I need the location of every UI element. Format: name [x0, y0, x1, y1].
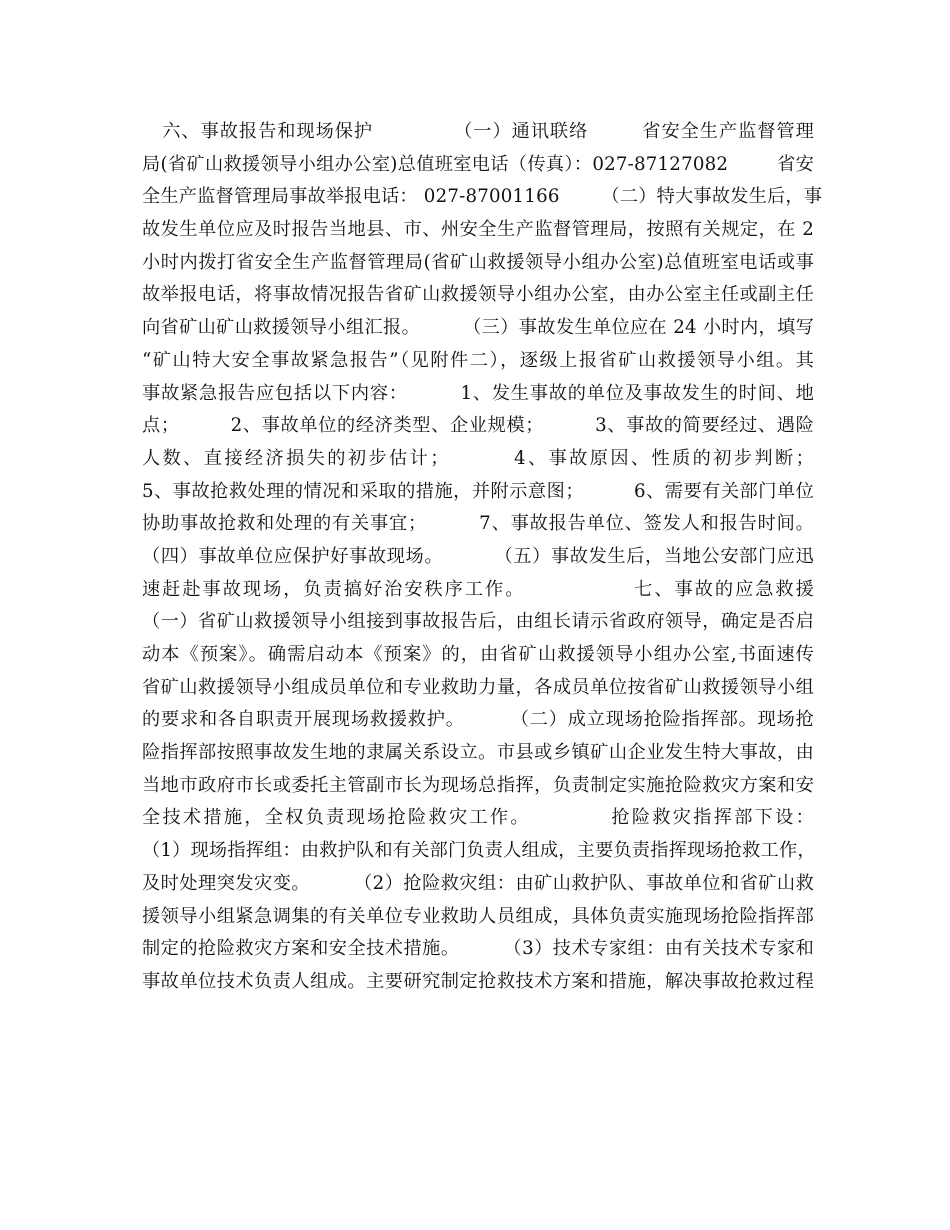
text-line: 当地市政府市长或委托主管副市长为现场总指挥，负责制定实施抢险救灾方案和安: [142, 774, 814, 796]
text-line: （一）省矿山救援领导小组接到事故报告后，由组长请示省政府领导，确定是否启: [142, 611, 814, 633]
text-line: 速赶赴事故现场，负责搞好治安秩序工作。 七、事故的应急救援: [142, 578, 814, 600]
text-line: 局(省矿山救援领导小组办公室)总值班室电话（传真）：027-87127082 省安: [142, 153, 814, 175]
text-line: 全技术措施，全权负责现场抢险救灾工作。 抢险救灾指挥部下设：: [142, 807, 814, 829]
text-line: 点； 2、事故单位的经济类型、企业规模； 3、事故的简要经过、遇险: [142, 415, 814, 437]
text-line: 5、事故抢救处理的情况和采取的措施，并附示意图； 6、需要有关部门单位: [142, 480, 814, 502]
text-line: 小时内拨打省安全生产监督管理局(省矿山救援领导小组办公室)总值班室电话或事: [142, 251, 814, 273]
text-line: 六、事故报告和现场保护 （一）通讯联络 省安全生产监督管理: [142, 121, 814, 142]
text-line: 故举报电话，将事故情况报告省矿山救援领导小组办公室，由办公室主任或副主任: [142, 284, 814, 306]
text-line: 及时处理突发灾变。 （2）抢险救灾组：由矿山救护队、事故单位和省矿山救: [142, 872, 814, 894]
text-line: 事故紧急报告应包括以下内容： 1、发生事故的单位及事故发生的时间、地: [142, 382, 814, 404]
text-line: 向省矿山矿山救援领导小组汇报。 （三）事故发生单位应在 24 小时内，填写: [142, 317, 814, 339]
text-line: 动本《预案》。确需启动本《预案》的，由省矿山救援领导小组办公室,书面速传: [142, 644, 814, 665]
text-line: （四）事故单位应保护好事故现场。 （五）事故发生后，当地公安部门应迅: [142, 545, 814, 567]
text-line: （1）现场指挥组：由救护队和有关部门负责人组成，主要负责指挥现场抢救工作，: [142, 840, 816, 862]
text-line: 人数、直接经济损失的初步估计； 4、事故原因、性质的初步判断；: [142, 447, 814, 469]
text-line: 故发生单位应及时报告当地县、市、州安全生产监督管理局，按照有关规定，在 2: [142, 219, 814, 241]
body-text: [142, 116, 823, 999]
text-line: “矿山特大安全事故紧急报告”（见附件二），逐级上报省矿山救援领导小组。其: [142, 349, 814, 371]
text-line: 省矿山救援领导小组成员单位和专业救助力量，各成员单位按省矿山救援领导小组: [142, 676, 814, 698]
text-line: 事故单位技术负责人组成。主要研究制定抢救技术方案和措施，解决事故抢救过程: [142, 970, 814, 992]
text-line: 险指挥部按照事故发生地的隶属关系设立。市县或乡镇矿山企业发生特大事故，由: [142, 742, 814, 764]
text-line: 制定的抢险救灾方案和安全技术措施。 （3）技术专家组：由有关技术专家和: [142, 938, 814, 960]
text-line: 援领导小组紧急调集的有关单位专业救助人员组成，具体负责实施现场抢险指挥部: [142, 905, 814, 927]
text-line: 协助事故抢救和处理的有关事宜； 7、事故报告单位、签发人和报告时间。: [142, 513, 814, 535]
text-line: 全生产监督管理局事故举报电话： 027-87001166 （二）特大事故发生后，事: [142, 186, 823, 208]
text-line: 的要求和各自职责开展现场救援救护。 （二）成立现场抢险指挥部。现场抢: [142, 709, 814, 731]
